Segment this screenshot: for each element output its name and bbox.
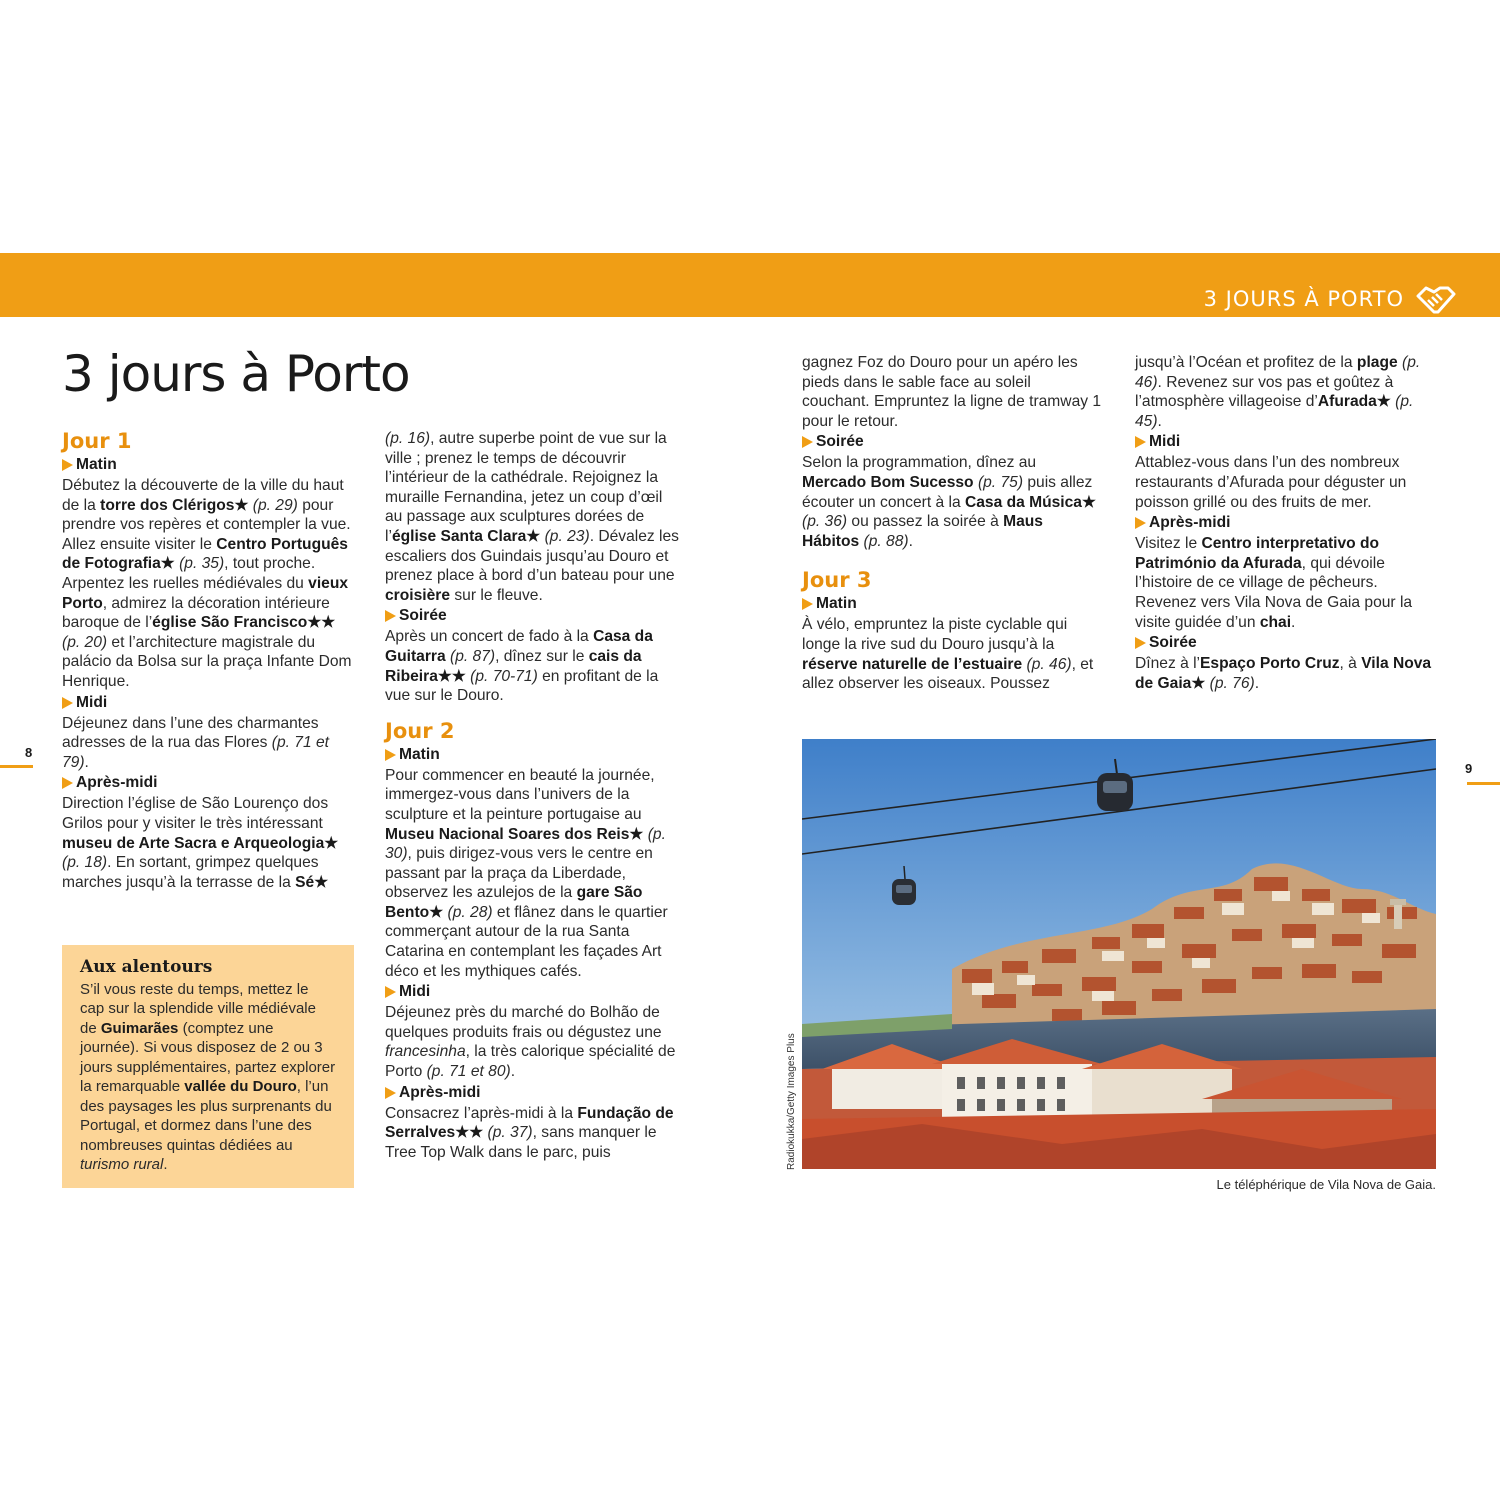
play-arrow-icon <box>385 610 396 622</box>
day-2-soiree-text: Selon la programmation, dînez au Mercado Bom Sucesso (p. 75) puis allez écouter un concert à la Casa da Música★ (p. 36) ou passez la soirée à Maus Hábitos (p. 88). <box>802 454 1096 550</box>
play-arrow-icon <box>1135 637 1146 649</box>
page-marker-right <box>1467 782 1500 785</box>
page-marker-left <box>0 765 33 768</box>
column-4 <box>1135 353 1435 693</box>
section-heading-apres-midi: Après-midi <box>385 1082 680 1104</box>
section-heading-midi: Midi <box>385 981 680 1003</box>
day-2-apres-midi-text: Consacrez l’après-midi à la Fundação de Serralves★★ (p. 37), sans manquer le Tree Top Walk dans le parc, puis <box>385 1104 674 1161</box>
photo-caption: Le téléphérique de Vila Nova de Gaia. <box>1216 1177 1436 1192</box>
sidebar-aux-alentours <box>62 945 354 1188</box>
day-2-matin-text: Pour commencer en beauté la journée, immergez-vous dans l’univers de la sculpture et la peinture portugaise au Museu Nacional Soares dos Reis★ (p. 30), puis dirigez-vous vers le centre en passant par la praça da Liberdade, observez les azulejos de la gare São Bento★ (p. 28) et flânez dans le quartier commerçant autour de la rua Santa Catarina en contemplant les façades Art déco et les mythiques cafés. <box>385 766 668 980</box>
section-heading-soiree: Soirée <box>802 431 1102 453</box>
section-heading-matin: Matin <box>385 744 680 766</box>
day-3-apres-midi-text: Visitez le Centro interpretativo do Património da Afurada, qui dévoile l’histoire de ce village de pêcheurs. Revenez vers Vila Nova de Gaia pour la visite guidée d’un chai. <box>1135 535 1413 631</box>
day-2-midi-text: Déjeunez près du marché do Bolhão de quelques produits frais ou dégustez une francesinha, la très calorique spécialité de Porto (p. 71 et 80). <box>385 1004 676 1081</box>
cable-car-photo <box>802 739 1436 1169</box>
section-heading-apres-midi: Après-midi <box>62 772 352 794</box>
day-3-matin-continued: jusqu’à l’Océan et profitez de la plage (p. 46). Revenez sur vos pas et goûtez à l’atmosphère villageoise d’Afurada★ (p. 45). <box>1135 354 1421 430</box>
page-number-right: 9 <box>1465 761 1473 776</box>
play-arrow-icon <box>385 986 396 998</box>
section-heading-matin: Matin <box>62 454 352 476</box>
banner-divider <box>0 317 738 320</box>
day-1-soiree-text: Après un concert de fado à la Casa da Guitarra (p. 87), dînez sur le cais da Ribeira★★ (p. 70-71) en profitant de la vue sur le Douro. <box>385 628 659 705</box>
day-1-matin-text: Débutez la découverte de la ville du haut de la torre dos Clérigos★ (p. 29) pour prendre vos repères et contempler la vue. Allez ensuite visiter le Centro Português de Fotografia★ (p. 35), tout proche. Arpentez les ruelles médiévales du vieux Porto, admirez la décoration intérieure baroque de l’église São Francisco★★ (p. 20) et l’architecture magistrale du palácio da Bolsa sur la praça Infante Dom Henrique. <box>62 477 352 690</box>
day-1-midi-text: Déjeunez dans l’une des charmantes adresses de la rua das Flores (p. 71 et 79). <box>62 714 329 771</box>
column-3 <box>802 353 1102 694</box>
column-2 <box>385 429 680 1162</box>
porto-cable-car-illustration <box>802 739 1436 1169</box>
day-1-apres-midi-text: Direction l’église de São Lourenço dos Grilos pour y visiter le très intéressant museu de Arte Sacra e Arqueologia★ (p. 18). En sortant, grimpez quelques marches jusqu’à la terrasse de la Sé★ <box>62 795 339 891</box>
play-arrow-icon <box>385 1087 396 1099</box>
play-arrow-icon <box>802 598 813 610</box>
day-3-title: Jour 3 <box>802 568 872 593</box>
day-2-title: Jour 2 <box>385 718 455 743</box>
photo-credit: Radiokukka/Getty Images Plus <box>786 1033 797 1170</box>
day-3-matin-text: À vélo, empruntez la piste cyclable qui longe la rive sud du Douro jusqu’à la réserve naturelle de l’estuaire (p. 46), et allez observer les oiseaux. Poussez <box>802 616 1094 693</box>
section-heading-apres-midi: Après-midi <box>1135 512 1435 534</box>
day-1-matin-continued: (p. 16), autre superbe point de vue sur la ville ; prenez le temps de découvrir l’intérieur de la cathédrale. Rejoignez la muraille Fernandina, jetez un coup d’œil au passage aux sculptures dorées de l’église Santa Clara★ (p. 23). Dévalez les escaliers dos Guindais jusqu’au Douro et prenez place à bord d’un bateau pour une croisière sur le fleuve. <box>385 430 679 604</box>
column-1 <box>62 428 352 892</box>
section-heading-matin: Matin <box>802 593 1102 615</box>
section-heading-midi: Midi <box>1135 431 1435 453</box>
section-heading-soiree: Soirée <box>1135 632 1435 654</box>
sidebar-title: Aux alentours <box>80 957 213 977</box>
play-arrow-icon <box>1135 436 1146 448</box>
day-1-title: Jour 1 <box>62 429 132 453</box>
running-header-title: 3 JOURS À PORTO <box>1203 287 1404 311</box>
day-3-soiree-text: Dînez à l’Espaço Porto Cruz, à Vila Nova de Gaia★ (p. 76). <box>1135 655 1432 692</box>
play-arrow-icon <box>1135 517 1146 529</box>
section-heading-midi: Midi <box>62 692 352 714</box>
day-3-midi-text: Attablez-vous dans l’un des nombreux restaurants d’Afurada pour déguster un poisson grillé ou des fruits de mer. <box>1135 454 1407 511</box>
section-heading-soiree: Soirée <box>385 605 680 627</box>
sidebar-text: S’il vous reste du temps, mettez le cap sur la splendide ville médiévale de Guimarães (comptez une journée). Si vous disposez de 2 ou 3 jours supplémentaires, partez explorer la remarquable vallée du Douro, l’un des paysages les plus surprenants du Portugal, et dormez dans l’une des nombreuses quintas dédiées au turismo rural. <box>80 980 336 1173</box>
page-title: 3 jours à Porto <box>62 345 410 403</box>
play-arrow-icon <box>62 697 73 709</box>
handshake-icon <box>1416 282 1456 316</box>
play-arrow-icon <box>62 459 73 471</box>
play-arrow-icon <box>802 436 813 448</box>
play-arrow-icon <box>62 777 73 789</box>
page-number-left: 8 <box>25 745 33 760</box>
day-2-apres-midi-continued: gagnez Foz do Douro pour un apéro les pieds dans le sable face au soleil couchant. Empruntez la ligne de tramway 1 pour le retour. <box>802 354 1102 430</box>
play-arrow-icon <box>385 749 396 761</box>
